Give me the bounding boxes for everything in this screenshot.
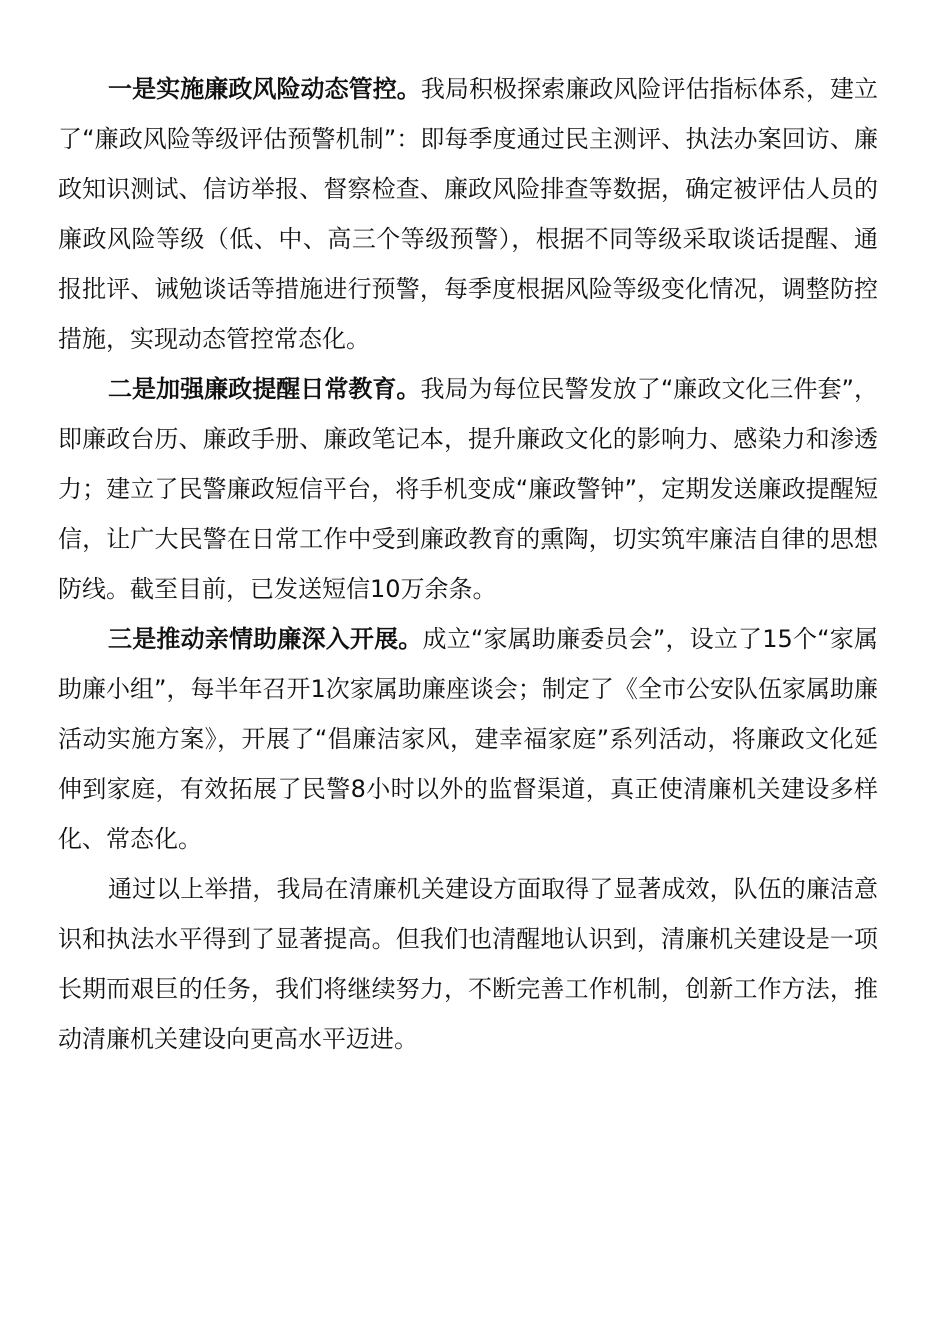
paragraph-daily-education: [58, 364, 878, 614]
document-body: [58, 64, 878, 1064]
paragraph-heading: 一是实施廉政风险动态管控。: [108, 75, 421, 103]
paragraph-text: 我局积极探索廉政风险评估指标体系，建立了“廉政风险等级评估预警机制”：即每季度通过民主测评、执法办案回访、廉政知识测试、信访举报、督察检查、廉政风险排查等数据，确定被评估人员的廉政风险等级（低、中、高三个等级预警），根据不同等级采取谈话提醒、通报批评、诫勉谈话等措施进行预警，每季度根据风险等级变化情况，调整防控措施，实现动态管控常态化。: [58, 75, 879, 353]
paragraph-text: 我局为每位民警发放了“廉政文化三件套”，即廉政台历、廉政手册、廉政笔记本，提升廉政文化的影响力、感染力和渗透力；建立了民警廉政短信平台，将手机变成“廉政警钟”，定期发送廉政提醒短信，让广大民警在日常工作中受到廉政教育的熏陶，切实筑牢廉洁自律的思想防线。截至目前，已发送短信10万余条。: [58, 375, 879, 603]
paragraph-text: 成立“家属助廉委员会”，设立了15个“家属助廉小组”，每半年召开1次家属助廉座谈会；制定了《全市公安队伍家属助廉活动实施方案》，开展了“倡廉洁家风，建幸福家庭”系列活动，将廉政文化延伸到家庭，有效拓展了民警8小时以外的监督渠道，真正使清廉机关建设多样化、常态化。: [58, 625, 878, 853]
paragraph-heading: 三是推动亲情助廉深入开展。: [108, 625, 423, 653]
paragraph-text: 通过以上举措，我局在清廉机关建设方面取得了显著成效，队伍的廉洁意识和执法水平得到了显著提高。但我们也清醒地认识到，清廉机关建设是一项长期而艰巨的任务，我们将继续努力，不断完善工作机制，创新工作方法，推动清廉机关建设向更高水平迈进。: [58, 875, 878, 1053]
paragraph-dynamic-risk-control: [58, 64, 878, 364]
paragraph-family-integrity: [58, 614, 878, 864]
paragraph-conclusion: [58, 864, 878, 1064]
paragraph-heading: 二是加强廉政提醒日常教育。: [108, 375, 421, 403]
